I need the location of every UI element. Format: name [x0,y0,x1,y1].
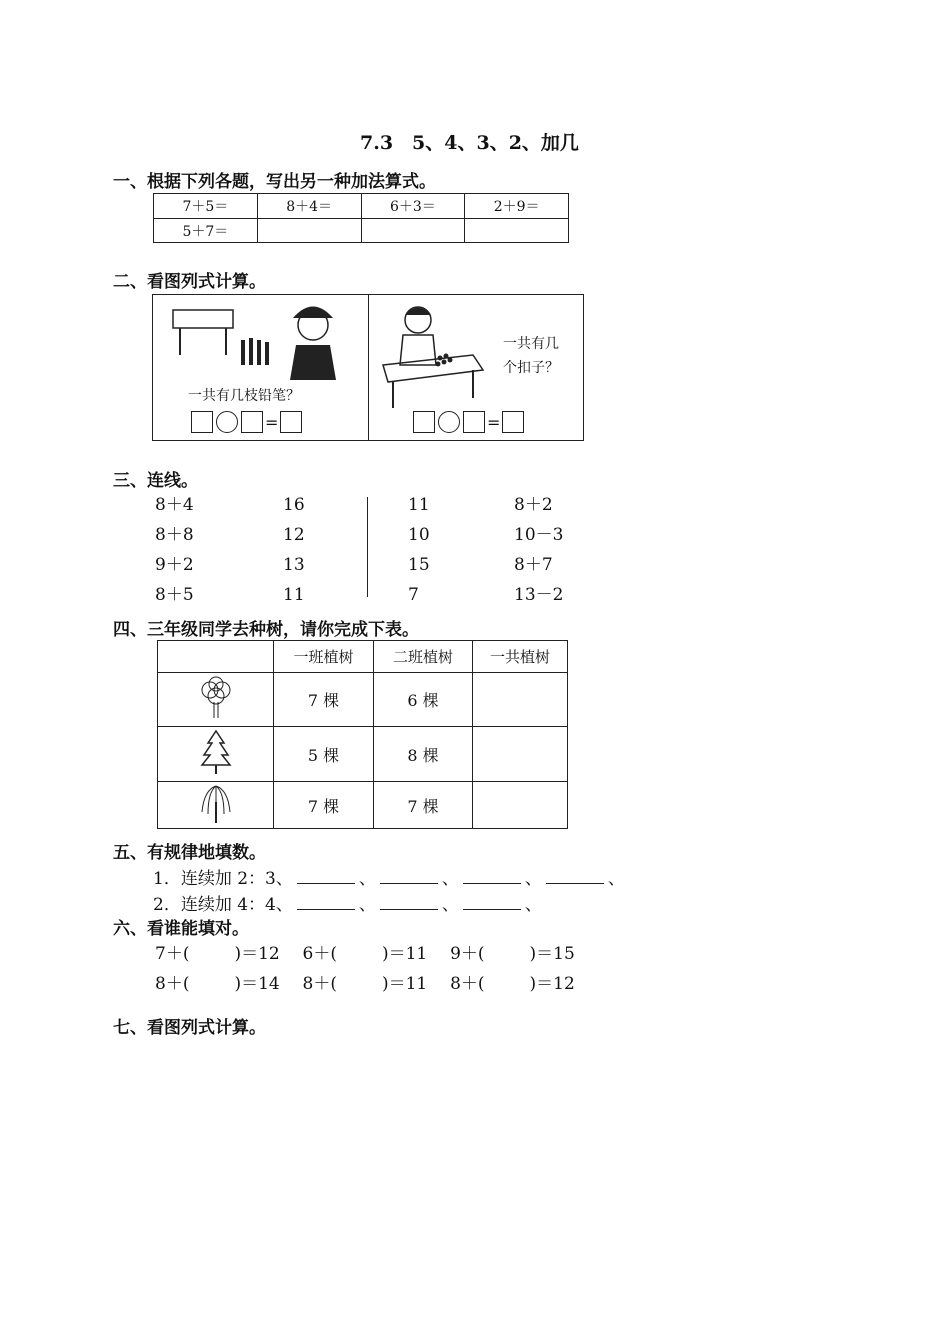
header-cell: 一共植树 [473,641,568,673]
match-item[interactable]: 8＋7 [514,555,553,575]
answer-cell[interactable] [257,219,361,243]
match-item[interactable]: 8＋4 [155,495,194,515]
operator-circle[interactable] [216,411,238,433]
match-item[interactable]: 10 [408,525,430,545]
cell: 8 棵 [374,727,473,782]
answer-box[interactable] [280,411,302,433]
answer-box[interactable] [191,411,213,433]
cell: 5 棵 [274,727,374,782]
section-4-heading: 四、三年级同学去种树，请你完成下表。 [113,620,419,640]
match-item[interactable]: 8＋5 [155,585,194,605]
match-col-2 [283,490,305,610]
sequence-2: 2．连续加 4：4、 、 、 、 [153,895,542,915]
fill-row-1: 7＋( )＝12 6＋( )＝11 9＋( )＝15 [155,944,575,964]
answer-box[interactable] [463,411,485,433]
divider-line [367,497,368,597]
match-item[interactable]: 9＋2 [155,555,194,575]
answer-box[interactable] [241,411,263,433]
match-item[interactable]: 10－3 [514,525,564,545]
match-item[interactable]: 13 [283,555,305,575]
blank[interactable] [297,895,355,910]
page-title: 7.3 5、4、3、2、加几 [360,132,579,154]
match-item[interactable]: 11 [283,585,305,605]
match-item[interactable]: 15 [408,555,430,575]
match-col-3 [408,490,430,610]
tree-table [157,640,568,829]
answer-box[interactable] [502,411,524,433]
match-item[interactable]: 7 [408,585,419,605]
right-question-line1: 一共有几 [503,336,559,352]
blank[interactable] [463,869,521,884]
match-col-1 [155,490,194,610]
match-item[interactable]: 13－2 [514,585,564,605]
round-tree-icon [158,673,274,727]
cell: 2＋9＝ [465,194,569,219]
blank[interactable] [380,895,438,910]
header-cell: 一班植树 [274,641,374,673]
match-item[interactable]: 8＋8 [155,525,194,545]
section-7-heading: 七、看图列式计算。 [113,1018,266,1038]
sequence-1: 1．连续加 2：3、 、 、 、 、 [153,869,625,889]
answer-cell[interactable] [473,673,568,727]
match-col-4 [514,490,563,610]
answer-cell[interactable] [361,219,465,243]
match-item[interactable]: 12 [283,525,305,545]
cell: 6 棵 [374,673,473,727]
blank[interactable] [297,869,355,884]
header-cell: 二班植树 [374,641,473,673]
cell: 7＋5＝ [154,194,258,219]
blank[interactable] [546,869,604,884]
section-5-heading: 五、有规律地填数。 [113,843,266,863]
header-cell [158,641,274,673]
table-pencils-girl-illustration [168,300,348,385]
match-item[interactable]: 16 [283,495,305,515]
answer-cell[interactable] [473,782,568,829]
operator-circle[interactable] [438,411,460,433]
cell: 6＋3＝ [361,194,465,219]
pine-tree-icon [158,727,274,782]
match-item[interactable]: 8＋2 [514,495,553,515]
answer-box[interactable] [413,411,435,433]
cell: 7 棵 [274,782,374,829]
cell: 7 棵 [274,673,374,727]
blank[interactable] [463,895,521,910]
cell: 7 棵 [374,782,473,829]
section-1-heading: 一、根据下列各题，写出另一种加法算式。 [113,172,436,192]
section-3-heading: 三、连线。 [113,471,198,491]
right-equation-boxes: = [413,411,524,433]
left-equation-boxes: = [191,411,302,433]
addition-table [153,193,569,243]
section-6-heading: 六、看谁能填对。 [113,919,249,939]
blank[interactable] [380,869,438,884]
answer-cell[interactable] [465,219,569,243]
willow-tree-icon [158,782,274,829]
fill-row-2: 8＋( )＝14 8＋( )＝11 8＋( )＝12 [155,974,575,994]
cell: 8＋4＝ [257,194,361,219]
match-item[interactable]: 11 [408,495,430,515]
right-question-line2: 个扣子？ [503,360,559,376]
answer-cell[interactable] [473,727,568,782]
picture-box [152,294,584,441]
section-2-heading: 二、看图列式计算。 [113,272,266,292]
left-question: 一共有几枝铅笔？ [188,388,300,404]
woman-buttons-table-illustration [378,300,498,410]
cell: 5＋7＝ [154,219,258,243]
